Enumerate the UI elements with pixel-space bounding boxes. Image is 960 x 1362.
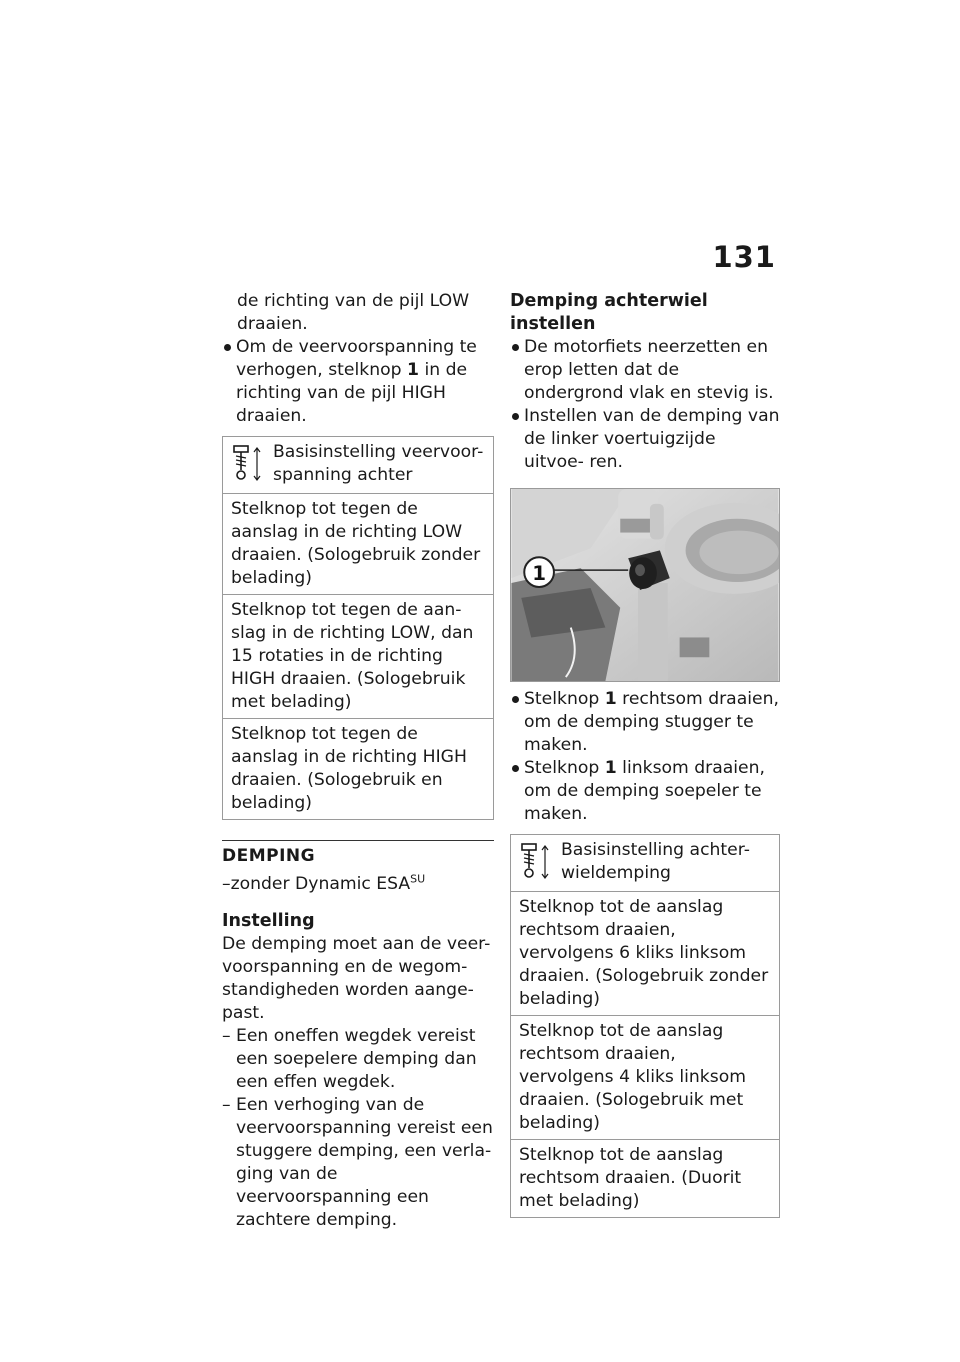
damping-table (510, 834, 780, 1218)
list-item: De motorfiets neerzetten en erop letten dat de ondergrond vlak en stevig is. (510, 336, 780, 405)
list-item: – Een verhoging van de veervoorspanning vereist een stuggere demping, een verla- ging van de veervoorspanning een zachtere demping. (222, 1094, 494, 1232)
table-header-text: Basisinstelling achter- wieldemping (561, 840, 750, 883)
sub-heading: Instelling (222, 911, 315, 931)
section-demping (222, 840, 494, 1232)
table-row: Stelknop tot tegen de aanslag in de richting LOW draaien. (Sologebruik zonder belading) (223, 494, 493, 595)
right-heading: Demping achterwiel instellen (510, 291, 708, 334)
list-item: – Een oneffen wegdek vereist een soepelere demping dan een effen wegdek. (222, 1025, 494, 1094)
intro-continuation: de richting van de pijl LOW draaien. (237, 291, 470, 334)
list-item: Stelknop 1 linksom draaien, om de demping soepeler te maken. (510, 757, 780, 826)
page-number: 131 (712, 240, 776, 274)
section-title: DEMPING (222, 846, 316, 866)
variant-label: –zonder Dynamic $ESA^{SU}$ (222, 872, 426, 894)
table-row: Stelknop tot de aanslag rechtsom draaien, vervolgens 4 kliks linksom draaien. (Sologebruik met belading) (511, 1016, 779, 1140)
table-row: Stelknop tot tegen de aan- slag in de richting LOW, dan 15 rotaties in de richting HIGH draaien. (Sologebruik met belading) (223, 595, 493, 719)
list-item: Stelknop 1 rechtsom draaien, om de demping stugger te maken. (510, 688, 780, 757)
table-header-text: Basisinstelling veervoor- spanning achter (273, 442, 484, 485)
intro-bullet: Om de veervoorspanning te verhogen, stelknop 1 in de richting van de pijl HIGH draaien. (222, 336, 494, 428)
spring-strut-icon (231, 444, 265, 484)
spring-strut-icon (519, 842, 553, 882)
right-column (510, 290, 780, 1218)
rear-shock-adjuster-photo (510, 488, 780, 682)
table-row: Stelknop tot de aanslag rechtsom draaien. (Duorit met belading) (519, 1145, 742, 1211)
spring-preload-table (222, 436, 494, 820)
table-header (223, 437, 493, 494)
table-row: Stelknop tot de aanslag rechtsom draaien, vervolgens 6 kliks linksom draaien. (Sologebruik zonder belading) (511, 892, 779, 1016)
body-text: De demping moet aan de veer- voorspanning en de wegom- standigheden worden aange- past. (222, 934, 491, 1023)
left-column (222, 290, 494, 1232)
table-header (511, 835, 779, 892)
ref-number: 1 (407, 360, 419, 380)
table-row: Stelknop tot tegen de aanslag in de richting HIGH draaien. (Sologebruik en belading) (231, 724, 467, 813)
photo-callout: 1 (532, 562, 546, 586)
list-item: Instellen van de demping van de linker voertuigzijde uitvoe- ren. (510, 405, 780, 474)
